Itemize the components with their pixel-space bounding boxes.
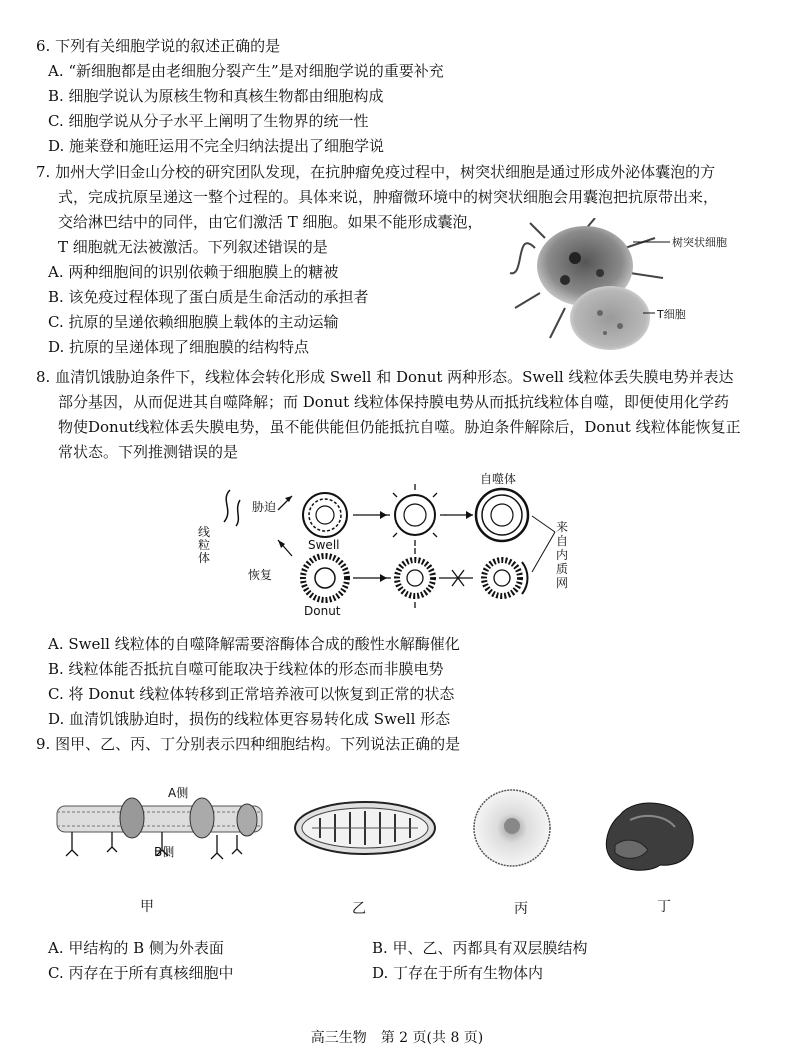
q7-option-c: C. 抗原的呈递依赖细胞膜上载体的主动运输 — [48, 313, 339, 331]
q8-stem-line-3: 物使Donut线粒体丢失膜电势，虽不能供能但仍能抵抗自噬。胁迫条件解除后，Donut 线粒体能恢复正 — [58, 418, 741, 436]
donut-label: Donut — [304, 604, 341, 618]
caption-bing: 丙 — [514, 901, 528, 917]
t-cell-shape — [570, 286, 650, 350]
q8-option-d: D. 血清饥饿胁迫时，损伤的线粒体更容易转化成 Swell 形态 — [48, 710, 451, 728]
er-arrow-1 — [532, 516, 555, 532]
er-label: 来自内质网 — [556, 520, 569, 590]
q7-option-a: A. 两种细胞间的识别依赖于细胞膜上的糖被 — [48, 263, 339, 281]
membrane-figure — [52, 790, 272, 880]
er-arrow-2 — [532, 532, 555, 572]
q7-stem-line-1: 7. 加州大学旧金山分校的研究团队发现，在抗肿瘤免疫过程中，树突状细胞是通过形成外泌体囊泡的方 — [36, 163, 716, 181]
q7-option-d: D. 抗原的呈递体现了细胞膜的结构特点 — [48, 338, 310, 356]
q9-option-a: A. 甲结构的 B 侧为外表面 — [48, 939, 224, 957]
nucleus-figure — [470, 786, 554, 870]
caption-yi: 乙 — [352, 901, 366, 917]
organelle-ding-figure — [600, 795, 700, 875]
q9-option-b: B. 甲、乙、丙都具有双层膜结构 — [372, 939, 588, 957]
q8-option-c: C. 将 Donut 线粒体转移到正常培养液可以恢复到正常的状态 — [48, 685, 455, 703]
q7-stem-line-4: T 细胞就无法被激活。下列叙述错误的是 — [58, 238, 328, 256]
stress-label: 胁迫 — [252, 500, 277, 514]
q6-option-b: B. 细胞学说认为原核生物和真核生物都由细胞构成 — [48, 87, 384, 105]
autophagosome-donut-shape — [484, 560, 528, 596]
donut-damaged-shape — [385, 548, 445, 608]
q7-stem-line-3: 交给淋巴结中的同伴，由它们激活 T 细胞。如果不能形成囊泡， — [58, 213, 483, 231]
donut-mitochondrion-shape — [303, 556, 347, 600]
q9-option-d: D. 丁存在于所有生物体内 — [372, 964, 544, 982]
swell-damaged-shape — [384, 484, 446, 546]
q8-option-b: B. 线粒体能否抵抗自噬可能取决于线粒体的形态而非膜电势 — [48, 660, 444, 678]
swell-label: Swell — [308, 538, 340, 552]
q7-option-b: B. 该免疫过程体现了蛋白质是生命活动的承担者 — [48, 288, 369, 306]
t-cell-label: T细胞 — [657, 308, 686, 321]
chloroplast-figure — [290, 798, 440, 858]
q6-option-a: A. “新细胞都是由老细胞分裂产生”是对细胞学说的重要补充 — [48, 62, 444, 80]
q6-option-d: D. 施莱登和施旺运用不完全归纳法提出了细胞学说 — [48, 137, 385, 155]
phospholipid-bilayer-shape — [57, 798, 262, 838]
side-b-label: B侧 — [154, 845, 175, 859]
q6-option-c: C. 细胞学说从分子水平上阐明了生物界的统一性 — [48, 112, 369, 130]
dendritic-cell-label: 树突状细胞 — [672, 236, 727, 249]
q8-option-a: A. Swell 线粒体的自噬降解需要溶酶体合成的酸性水解酶催化 — [48, 635, 460, 653]
caption-ding: 丁 — [657, 899, 671, 915]
side-a-label: A侧 — [168, 786, 189, 800]
q9-stem: 9. 图甲、乙、丙、丁分别表示四种细胞结构。下列说法正确的是 — [36, 735, 461, 753]
q8-stem-line-1: 8. 血清饥饿胁迫条件下，线粒体会转化形成 Swell 和 Donut 两种形态。Swell 线粒体丢失膜电势并表达 — [36, 368, 734, 386]
autophagosome-label: 自噬体 — [480, 472, 517, 486]
page-footer: 高三生物 第 2 页(共 8 页) — [310, 1030, 484, 1046]
q8-stem-line-4: 常状态。下列推测错误的是 — [58, 443, 239, 461]
mitochondrion-shape — [224, 490, 240, 526]
autophagosome-swell-shape — [476, 489, 528, 541]
mitochondrion-label: 线粒体 — [198, 525, 211, 565]
q8-stem-line-2: 部分基因，从而促进其自噬降解；而 Donut 线粒体保持膜电势从而抵抗线粒体自噬，即便使用化学药 — [58, 393, 729, 411]
q6-stem: 6. 下列有关细胞学说的叙述正确的是 — [36, 37, 281, 55]
q7-stem-line-2: 式，完成抗原呈递这一整个过程的。具体来说，肿瘤微环境中的树突状细胞会用囊泡把抗原带出来， — [58, 188, 719, 206]
swell-mitochondrion-shape — [303, 493, 347, 537]
q8-mitochondria-diagram — [190, 470, 610, 620]
caption-jia: 甲 — [140, 899, 154, 915]
q9-option-c: C. 丙存在于所有真核细胞中 — [48, 964, 234, 982]
recover-label: 恢复 — [248, 568, 273, 582]
